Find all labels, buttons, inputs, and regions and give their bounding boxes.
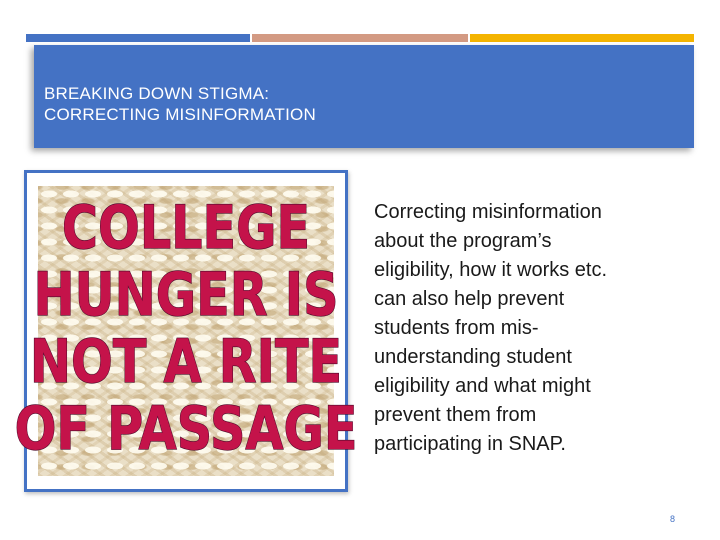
body-line-2: about the program’s xyxy=(374,230,552,252)
accent-bar-tan xyxy=(252,34,468,42)
body-line-7: eligibility and what might xyxy=(374,375,591,397)
poster-image-frame xyxy=(14,170,358,492)
poster-text-graphic xyxy=(14,186,358,476)
body-line-4: can also help prevent xyxy=(374,288,565,310)
accent-bar-blue xyxy=(26,34,250,42)
body-line-8: prevent them from xyxy=(374,404,537,426)
body-line-6: understanding student xyxy=(374,346,572,368)
slide-title-line-1: BREAKING DOWN STIGMA: xyxy=(44,84,270,103)
accent-bar-gold xyxy=(470,34,694,42)
body-paragraph xyxy=(374,198,664,459)
slide-title xyxy=(44,83,316,125)
body-line-9: participating in SNAP. xyxy=(374,433,566,455)
body-line-3: eligibility, how it works etc. xyxy=(374,259,608,281)
body-line-1: Correcting misinformation xyxy=(374,201,602,223)
poster-line-3: NOT A RITE xyxy=(29,326,343,397)
slide-title-line-2: CORRECTING MISINFORMATION xyxy=(44,105,316,124)
poster-line-4: OF PASSAGE xyxy=(14,393,358,464)
poster-line-2: HUNGER IS xyxy=(33,259,339,330)
poster-image xyxy=(14,186,358,476)
title-banner xyxy=(34,45,694,148)
poster-line-1: COLLEGE xyxy=(61,192,311,263)
page-number: 8 xyxy=(670,514,676,524)
body-line-5: students from mis- xyxy=(374,317,539,339)
